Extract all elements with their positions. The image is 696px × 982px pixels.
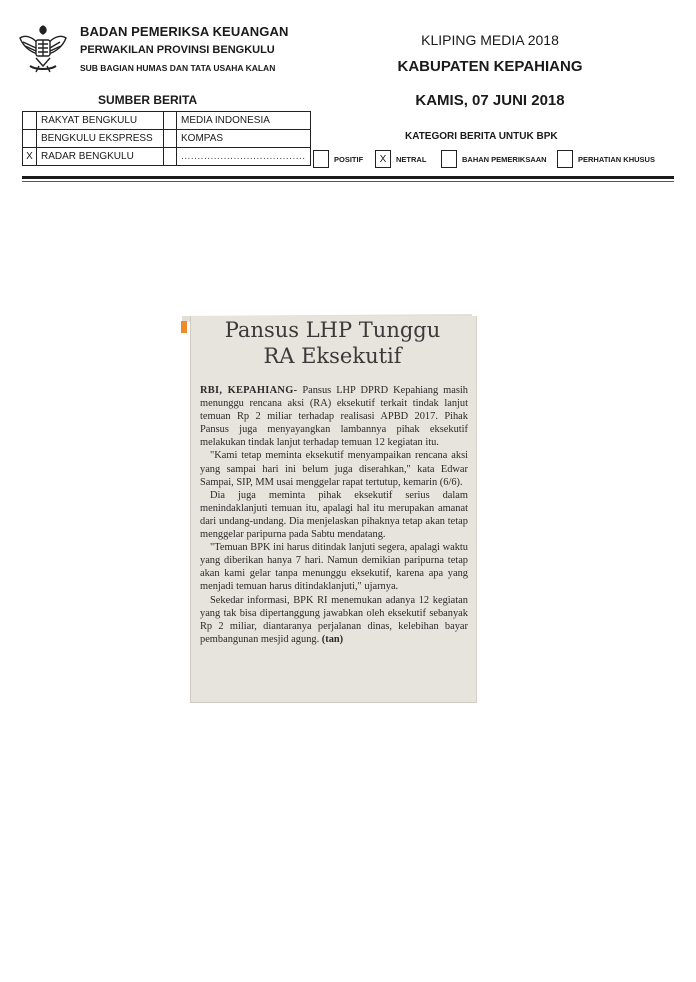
source-mark[interactable]: [164, 112, 177, 130]
category-netral: [375, 150, 426, 168]
category-checkbox[interactable]: X: [375, 150, 391, 168]
article-headline: [190, 317, 475, 369]
source-name: RADAR BENGKULU: [37, 148, 164, 166]
source-mark[interactable]: [23, 112, 37, 130]
source-row: [23, 130, 311, 148]
garuda-emblem-icon: [14, 20, 72, 78]
category-label: NETRAL: [396, 154, 427, 164]
source-row: [23, 112, 311, 130]
clipping-tab-mark: [181, 321, 187, 333]
org-line-3: SUB BAGIAN HUMAS DAN TATA USAHA KALAN: [80, 63, 276, 73]
source-name: MEDIA INDONESIA: [177, 112, 311, 130]
source-name: KOMPAS: [177, 130, 311, 148]
date-title: KAMIS, 07 JUNI 2018: [415, 92, 565, 109]
category-positif: [313, 150, 363, 168]
article-paragraph: Dia juga meminta pihak eksekutif serius dalam menindaklanjuti temuan itu, apalagi hal itu merupakan amanat dari undang-undang. Dia menjelaskan pihaknya tetap akan tetap menggelar paripurna pada Sabtu mendatang.: [200, 489, 468, 541]
source-table: [22, 111, 311, 166]
category-checkbox[interactable]: [441, 150, 457, 168]
article-paragraph: RBI, KEPAHIANG- Pansus LHP DPRD Kepahiang masih menunggu rencana aksi (RA) eksekutif terkait tindak lanjut temuan Rp 2 miliar terhadap realisasi APBD 2017. Pihak Pansus juga menyayangkan lambannya pihak eksekutif melakukan tindak lanjut terhadap temuan 12 kegiatan itu.: [200, 385, 468, 449]
kabupaten-title: KABUPATEN KEPAHIANG: [397, 58, 583, 75]
kliping-title: KLIPING MEDIA 2018: [421, 32, 559, 48]
headline-line-1: Pansus LHP Tunggu: [224, 318, 441, 342]
org-line-2: PERWAKILAN PROVINSI BENGKULU: [80, 44, 275, 56]
sumber-berita-title: SUMBER BERITA: [98, 93, 198, 107]
header-divider-thin: [22, 181, 674, 182]
source-mark[interactable]: [23, 130, 37, 148]
source-other-field: ......................................: [177, 148, 311, 166]
article-paragraph: "Temuan BPK ini harus ditindak lanjuti segera, apalagi waktu yang diberikan hanya 7 hari. Namun demikian paripurna tetap akan kami gelar tanpa menunggu eksekutif, karena apa yang menjadi temuan harus ditindaklanjuti," ujarnya.: [200, 542, 468, 593]
category-label: POSITIF: [334, 154, 364, 164]
kategori-title: KATEGORI BERITA UNTUK BPK: [405, 131, 558, 142]
source-mark[interactable]: [164, 148, 177, 166]
source-name: RAKYAT BENGKULU: [37, 112, 164, 130]
org-line-1: BADAN PEMERIKSA KEUANGAN: [80, 24, 289, 39]
header-divider: [22, 176, 674, 179]
category-checkbox[interactable]: [313, 150, 329, 168]
source-mark[interactable]: X: [23, 148, 37, 166]
category-bahan-pemeriksaan: [441, 150, 547, 168]
article-body: [200, 384, 468, 646]
category-perhatian-khusus: [557, 150, 655, 168]
article-paragraph: "Kami tetap meminta eksekutif menyampaikan rencana aksi yang sampai hari ini belum juga diserahkan," kata Edwar Sampai, SIP, MM usai menggelar rapat tertutup, kemarin (6/6).: [200, 450, 468, 488]
article-paragraph: Sekedar informasi, BPK RI menemukan adanya 12 kegiatan yang tak bisa dipertanggung jawabkan oleh eksekutif sebanyak Rp 2 miliar, diantaranya perjalanan dinas, kelebihan bayar pembangunan mesjid agung. (tan): [200, 594, 468, 645]
category-label: PERHATIAN KHUSUS: [578, 154, 655, 164]
source-mark[interactable]: [164, 130, 177, 148]
article-signature: (tan): [321, 633, 344, 645]
headline-line-2: RA Eksekutif: [263, 344, 402, 368]
category-label: BAHAN PEMERIKSAAN: [462, 154, 547, 164]
category-checkbox[interactable]: [557, 150, 573, 168]
article-dateline: RBI, KEPAHIANG-: [200, 385, 298, 396]
source-name: BENGKULU EKSPRESS: [37, 130, 164, 148]
source-row: [23, 148, 311, 166]
